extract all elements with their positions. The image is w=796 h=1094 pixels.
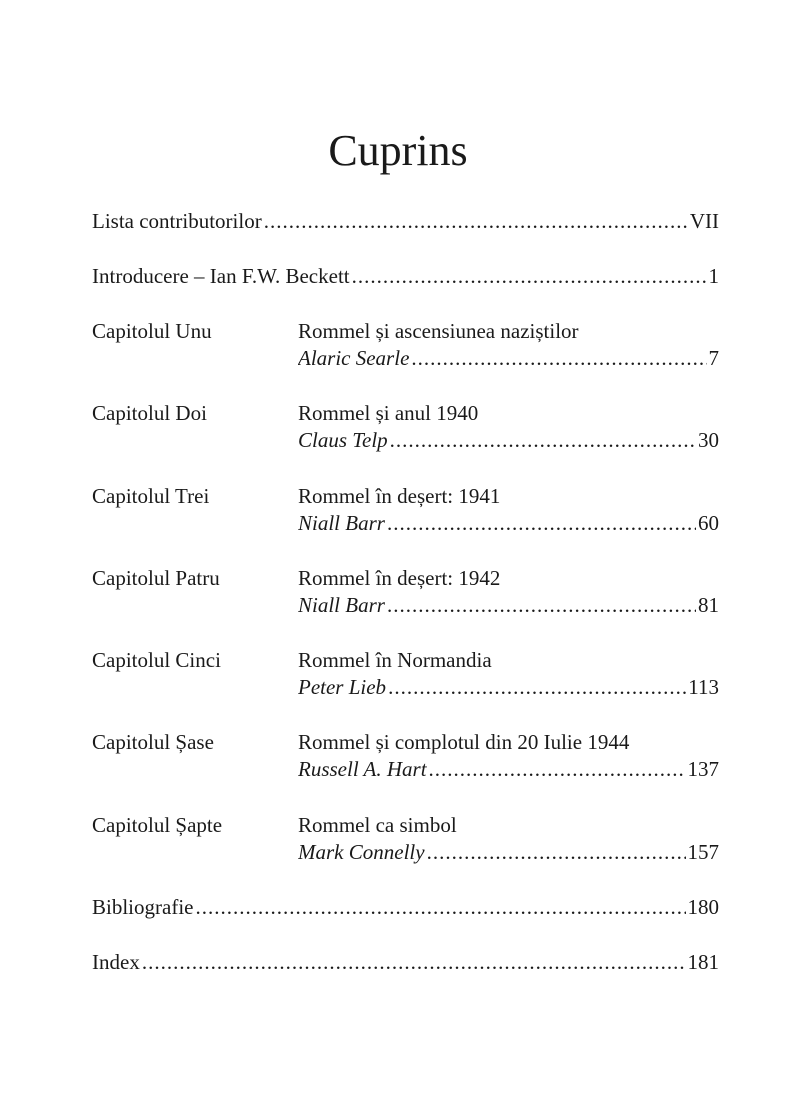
dot-leader bbox=[388, 673, 686, 701]
dot-leader bbox=[390, 426, 696, 454]
dot-leader bbox=[387, 509, 696, 537]
chapter-title: Rommel și anul 1940 bbox=[298, 401, 479, 425]
toc-entry-index bbox=[92, 948, 719, 976]
entry-label: Introducere – Ian F.W. Beckett bbox=[92, 264, 350, 288]
entry-label: Bibliografie bbox=[92, 895, 194, 919]
page-number: 113 bbox=[688, 675, 719, 699]
page-number: 1 bbox=[708, 264, 719, 288]
chapter-author: Niall Barr bbox=[298, 593, 385, 617]
chapter-label: Capitolul Doi bbox=[92, 401, 207, 425]
chapter-author-line bbox=[298, 509, 719, 537]
chapter-author-line bbox=[298, 591, 719, 619]
chapter-author-line bbox=[298, 344, 719, 372]
chapter-title: Rommel în deșert: 1942 bbox=[298, 566, 501, 590]
toc-entry-introduction bbox=[92, 262, 719, 290]
chapter-author-line bbox=[298, 426, 719, 454]
toc-entry-bibliography bbox=[92, 893, 719, 921]
page-number: 60 bbox=[698, 511, 719, 535]
dot-leader bbox=[387, 591, 696, 619]
entry-label: Lista contributorilor bbox=[92, 209, 262, 233]
page-number: 7 bbox=[708, 346, 719, 370]
entry-label: Index bbox=[92, 950, 140, 974]
chapter-author-line bbox=[298, 673, 719, 701]
chapter-author: Alaric Searle bbox=[298, 346, 410, 370]
page-number: 180 bbox=[687, 895, 719, 919]
chapter-author: Russell A. Hart bbox=[298, 757, 427, 781]
chapter-author: Mark Connelly bbox=[298, 840, 425, 864]
dot-leader bbox=[142, 948, 686, 976]
page-number: 137 bbox=[687, 757, 719, 781]
dot-leader bbox=[195, 893, 685, 921]
dot-leader bbox=[427, 838, 686, 866]
page-title: Cuprins bbox=[328, 126, 468, 176]
chapter-label: Capitolul Patru bbox=[92, 566, 220, 590]
chapter-title: Rommel în deșert: 1941 bbox=[298, 484, 501, 508]
page-number: VII bbox=[689, 209, 719, 233]
chapter-author: Niall Barr bbox=[298, 511, 385, 535]
dot-leader bbox=[411, 344, 706, 372]
chapter-author-line bbox=[298, 755, 719, 783]
chapter-label: Capitolul Cinci bbox=[92, 648, 221, 672]
chapter-author: Peter Lieb bbox=[298, 675, 387, 699]
dot-leader bbox=[352, 262, 707, 290]
dot-leader bbox=[264, 207, 688, 235]
chapter-title: Rommel în Normandia bbox=[298, 648, 492, 672]
chapter-author: Claus Telp bbox=[298, 428, 388, 452]
chapter-title: Rommel și complotul din 20 Iulie 1944 bbox=[298, 730, 630, 754]
chapter-label: Capitolul Trei bbox=[92, 484, 210, 508]
chapter-label: Capitolul Șase bbox=[92, 730, 214, 754]
page-number: 30 bbox=[698, 428, 719, 452]
page-number: 81 bbox=[698, 593, 719, 617]
chapter-label: Capitolul Șapte bbox=[92, 813, 223, 837]
chapter-author-line bbox=[298, 838, 719, 866]
page-number: 157 bbox=[687, 840, 719, 864]
chapter-label: Capitolul Unu bbox=[92, 319, 212, 343]
chapter-title: Rommel și ascensiunea naziștilor bbox=[298, 319, 579, 343]
toc-entry-contributors bbox=[92, 207, 719, 235]
chapter-title: Rommel ca simbol bbox=[298, 813, 457, 837]
page-number: 181 bbox=[687, 950, 719, 974]
dot-leader bbox=[429, 755, 686, 783]
